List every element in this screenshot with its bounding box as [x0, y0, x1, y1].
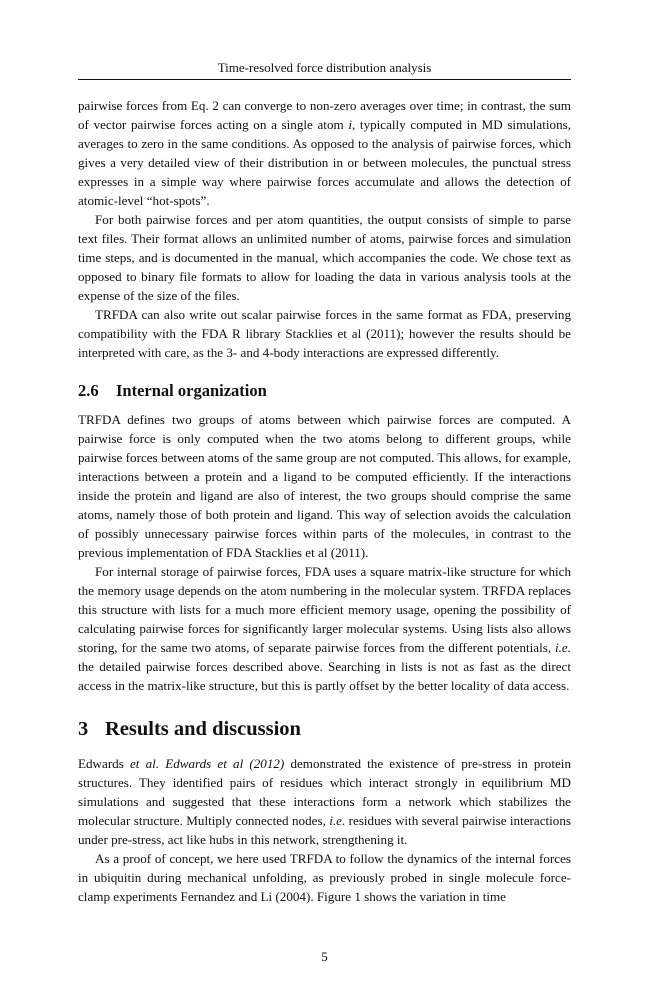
section-heading-2-6	[78, 381, 571, 401]
paragraph-text: demonstrated the existence of pre-stress in protein structures. They identified pairs of residues which interact strongly in equilibrium MD simulations and suggested that these interactions form a network which stabilizes the molecular structure. Multiply connected nodes,	[78, 756, 571, 828]
section-number: 2.6	[78, 381, 99, 400]
section-heading-3	[78, 717, 571, 741]
paragraph-proof-of-concept: As a proof of concept, we here used TRFDA to follow the dynamics of the internal forces in ubiquitin during mechanical unfolding, as previously probed in single molecule force-clamp experiments Fernandez and Li (2004). Figure 1 shows the variation in time	[78, 851, 571, 904]
paragraph-prestress	[78, 754, 571, 849]
paragraph-text: Edwards	[78, 756, 130, 771]
section-title: Internal organization	[116, 381, 267, 400]
paragraph-text: pairwise forces from Eq. 2 can converge to non-zero averages over time; in contrast, the sum of vector pairwise forces acting on a single atom	[78, 98, 571, 132]
page-number: 5	[321, 949, 328, 964]
paragraph-storage	[78, 562, 571, 695]
page-body	[78, 96, 571, 906]
running-header: Time-resolved force distribution analysis	[217, 60, 432, 75]
section-number: 3	[78, 718, 89, 740]
paragraph-text: residues with several pairwise interactions under pre-stress, act like hubs in this network, strengthening it.	[78, 813, 571, 847]
paragraph-fda-compat: TRFDA can also write out scalar pairwise forces in the same format as FDA, preserving compatibility with the FDA R library Stacklies et al (2011); however the results should be interpreted with care, as the 3- and 4-body interactions are expressed differently.	[78, 307, 571, 360]
italic-citation: et al. Edwards et al (2012)	[129, 756, 285, 771]
paragraph-continued	[78, 96, 571, 210]
paragraph-text: the detailed pairwise forces described above. Searching in lists is not as fast as the direct access in the matrix-like structure, but this is partly offset by the better locality of data access.	[78, 659, 571, 693]
header-rule	[78, 79, 571, 80]
paragraph-text: , typically computed in MD simulations, averages to zero in the same conditions. As opposed to the analysis of pairwise forces, which gives a very detailed view of their distribution in or between molecules, the punctual stress expresses in a simple way where pairwise forces accumulate and allows the detection of atomic-level “hot-spots”.	[78, 117, 571, 208]
italic-ie: i.e.	[555, 640, 571, 655]
italic-variable: i	[348, 117, 352, 132]
paragraph-groups: TRFDA defines two groups of atoms between which pairwise forces are computed. A pairwise force is only computed when the two atoms belong to different groups, while pairwise forces between atoms of the same group are not computed. This allows, for example, interactions between a protein and a ligand to be computed efficiently. If the interactions inside the protein and ligand are also of interest, the two groups should comprise the same atoms, namely those of both protein and ligand. This way of selection avoids the calculation of possibly unnecessary pairwise forces within parts of the molecules, in contrast to the previous implementation of FDA Stacklies et al (2011).	[78, 412, 571, 560]
italic-ie: i.e.	[329, 813, 346, 828]
section-title: Results and discussion	[105, 718, 301, 740]
paragraph-text: For internal storage of pairwise forces, FDA uses a square matrix-like structure for which the memory usage depends on the atom numbering in the molecular system. TRFDA replaces this structure with lists for a much more efficient memory usage, opening the possibility of calculating pairwise forces for significantly larger molecular systems. Using lists also allows storing, for the same two atoms, of separate pairwise forces from the different potentials,	[78, 564, 571, 655]
paragraph-output-format: For both pairwise forces and per atom quantities, the output consists of simple to parse text files. Their format allows an unlimited number of atoms, pairwise forces and simulation time steps, and is documented in the manual, which accompanies the code. We chose text as opposed to binary file formats to allow for loading the data in various analysis tools at the expense of the size of the files.	[78, 212, 571, 303]
